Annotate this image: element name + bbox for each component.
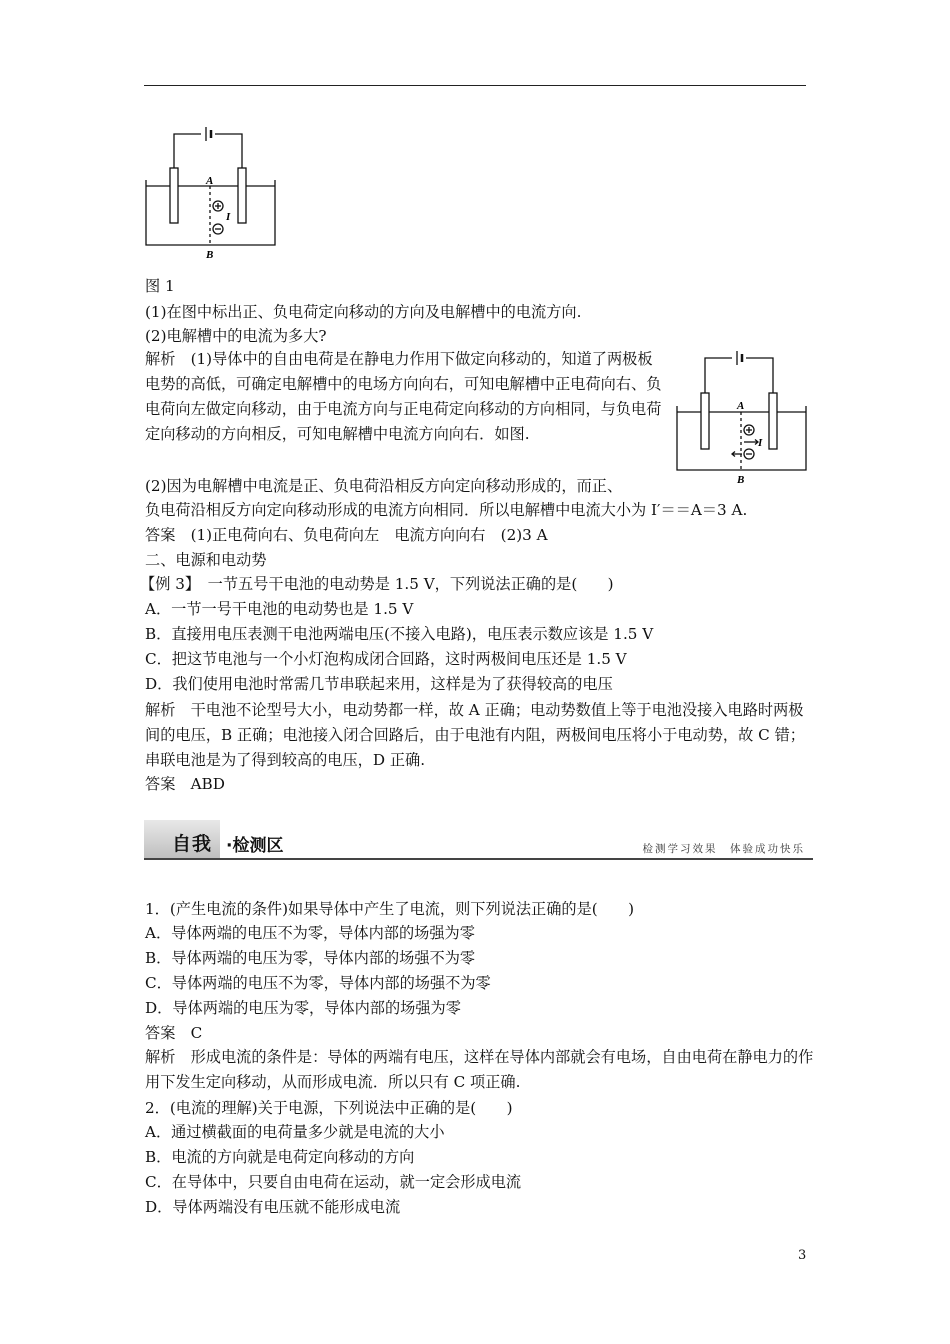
question-2: (2)电解槽中的电流为多大? [145, 327, 327, 345]
q1-option-a: A．导体两端的电压不为零，导体内部的场强为零 [145, 924, 475, 942]
answer-label-i: I [758, 437, 763, 449]
ex3-option-d: D．我们使用电池时常需几节串联起来用，这样是为了获得较高的电压 [145, 675, 613, 693]
analysis-line-6: (2)因为电解槽中电流是正、负电荷沿相反方向定向移动形成的，而正、 [145, 477, 623, 495]
banner-slogan: 检测学习效果 体验成功快乐 [642, 843, 805, 855]
banner-subtitle: ·检测区 [226, 836, 284, 856]
figure-caption: 图 1 [145, 277, 175, 295]
self-check-banner [144, 820, 813, 860]
q1-stem: 1．(产生电流的条件)如果导体中产生了电流，则下列说法正确的是( ) [145, 900, 634, 918]
page-number: 3 [798, 1248, 807, 1263]
example-3: 【例 3】 一节五号干电池的电动势是 1.5 V，下列说法正确的是( ) [140, 575, 614, 593]
banner-title: 自我 [172, 833, 213, 855]
analysis-line-7: 负电荷沿相反方向定向移动形成的电流方向相同．所以电解槽中电流大小为 I′＝＝A＝3 A. [145, 501, 748, 519]
q2-stem: 2．(电流的理解)关于电源，下列说法中正确的是( ) [145, 1099, 513, 1117]
q2-option-a: A．通过横截面的电荷量多少就是电流的大小 [145, 1123, 445, 1141]
label-b: B [206, 249, 214, 261]
answer-example2: 答案 (1)正电荷向右、负电荷向左 电流方向向右 (2)3 A [145, 526, 548, 544]
answer-label-b: B [737, 474, 745, 486]
ex3-option-a: A．一节一号干电池的电动势也是 1.5 V [145, 600, 414, 618]
electrolytic-cell-figure [140, 120, 290, 265]
ex3-answer: 答案 ABD [145, 775, 225, 793]
q1-option-b: B．导体两端的电压为零，导体内部的场强不为零 [145, 949, 476, 967]
answer-label-a: A [737, 400, 745, 412]
q1-option-c: C．导体两端的电压不为零，导体内部的场强不为零 [145, 974, 491, 992]
section-title: 二、电源和电动势 [145, 551, 267, 569]
q1-analysis: 解析 形成电流的条件是：导体的两端有电压，这样在导体内部就会有电场，自由电荷在静电力的作用下发生定向移动，从而形成电流．所以只有 C 项正确. [145, 1048, 814, 1091]
ex3-option-b: B．直接用电压表测干电池两端电压(不接入电路)，电压表示数应该是 1.5 V [145, 625, 654, 643]
label-a: A [206, 175, 214, 187]
analysis-paragraph: 解析 (1)导体中的自由电荷是在静电力作用下做定向移动的，知道了两极板电势的高低，可确定电解槽中的电场方向向右，可知电解槽中正电荷向右、负电荷向左做定向移动，由于电流方向与正电荷定向移动的方向相同，与负电荷定向移动的方向相反，可知电解槽中电流方向向右．如图. [145, 350, 662, 443]
q2-option-c: C．在导体中，只要自由电荷在运动，就一定会形成电流 [145, 1173, 522, 1191]
ex3-analysis: 解析 干电池不论型号大小，电动势都一样，故 A 正确；电动势数值上等于电池没接入电路时两极间的电压，B 正确；电池接入闭合回路后，由于电池有内阻，两极间电压将小于电动势，故 C 错；串联电池是为了得到较高的电压，D 正确. [145, 701, 805, 769]
label-i: I [226, 211, 231, 223]
question-1: (1)在图中标出正、负电荷定向移动的方向及电解槽中的电流方向. [145, 303, 582, 321]
q2-option-b: B．电流的方向就是电荷定向移动的方向 [145, 1148, 415, 1166]
header-rule [144, 85, 806, 86]
ex3-option-c: C．把这节电池与一个小灯泡构成闭合回路，这时两极间电压还是 1.5 V [145, 650, 627, 668]
banner-rule [144, 858, 813, 860]
answer-cell-figure [672, 340, 820, 486]
q2-option-d: D．导体两端没有电压就不能形成电流 [145, 1198, 401, 1216]
q1-option-d: D．导体两端的电压为零，导体内部的场强为零 [145, 999, 461, 1017]
q1-answer: 答案 C [145, 1024, 203, 1042]
